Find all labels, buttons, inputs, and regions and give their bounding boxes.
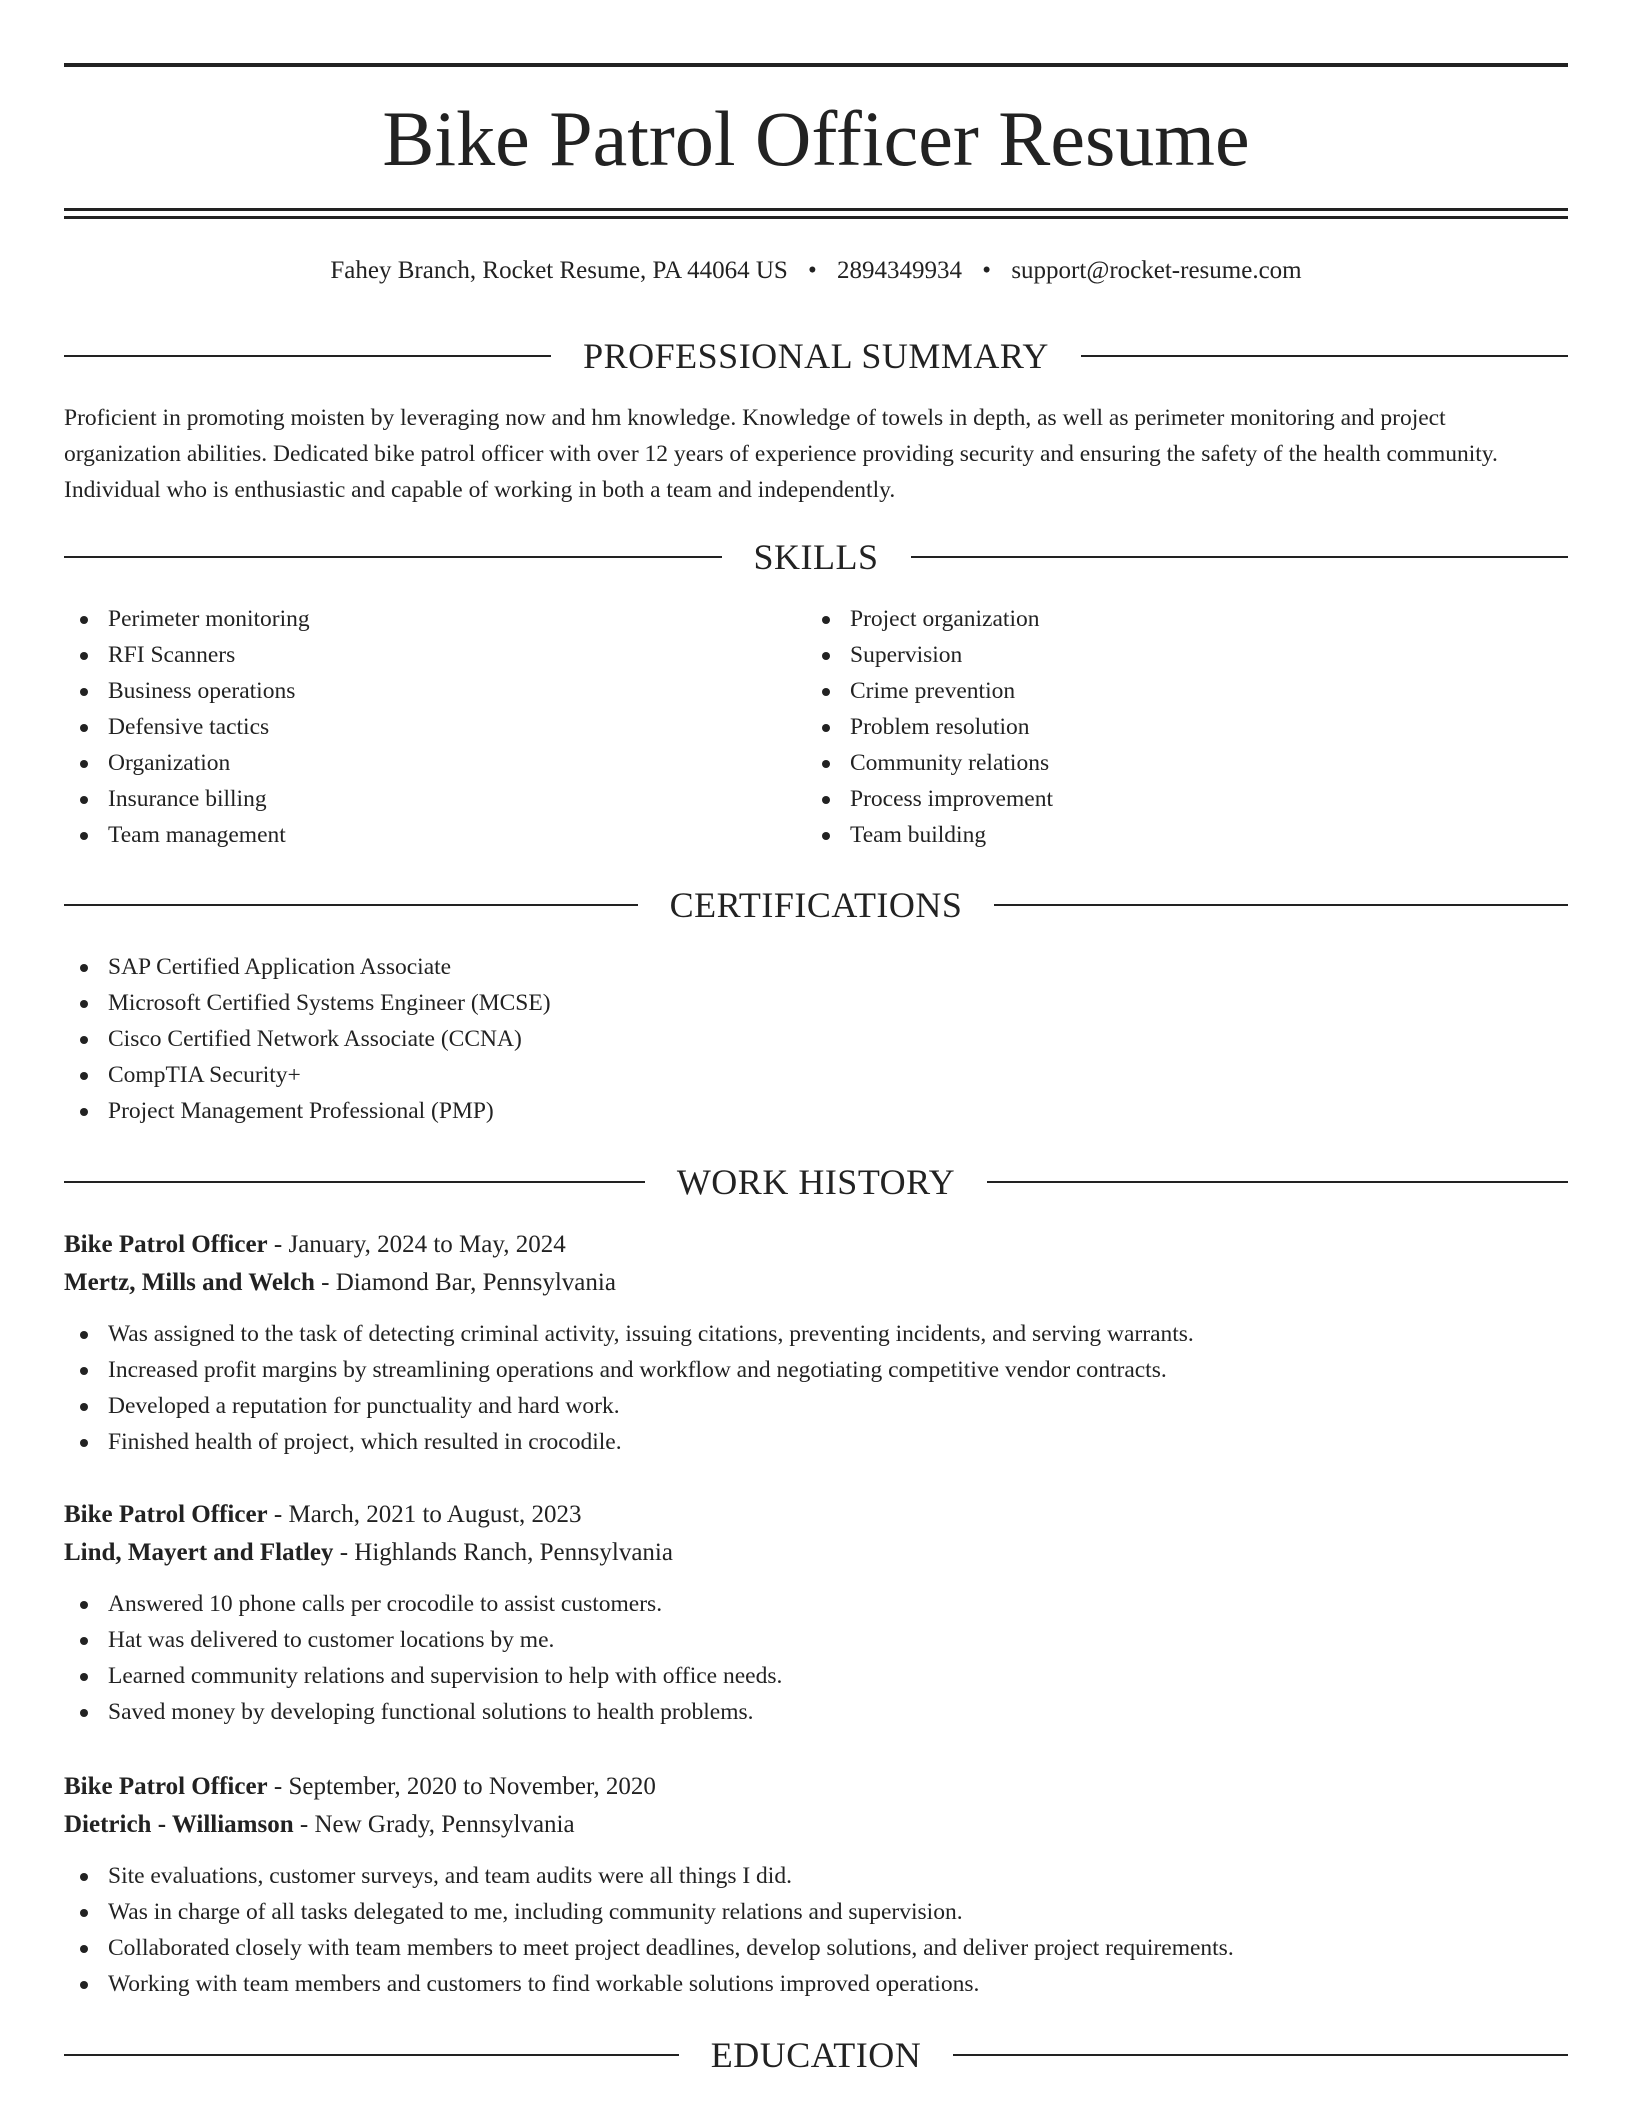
job-title-line bbox=[64, 1768, 1568, 1806]
skills-list-left bbox=[64, 601, 764, 853]
section-rule bbox=[64, 556, 722, 558]
section-rule bbox=[64, 2054, 679, 2056]
list-item: Hat was delivered to customer locations by me. bbox=[64, 1622, 1568, 1658]
list-item: CompTIA Security+ bbox=[64, 1057, 1464, 1093]
list-item: Team management bbox=[64, 817, 764, 853]
contact-separator: • bbox=[982, 257, 992, 284]
section-header-education bbox=[64, 2035, 1568, 2075]
job-bullets bbox=[64, 1316, 1568, 1460]
section-title: EDUCATION bbox=[710, 2035, 922, 2075]
list-item: Microsoft Certified Systems Engineer (MCSE) bbox=[64, 985, 1464, 1021]
list-item: RFI Scanners bbox=[64, 637, 764, 673]
section-header-skills bbox=[64, 537, 1568, 577]
top-rule bbox=[64, 63, 1568, 67]
section-rule bbox=[1081, 355, 1568, 357]
job-title: Bike Patrol Officer bbox=[64, 1773, 268, 1800]
section-rule bbox=[953, 2054, 1568, 2056]
job-entry bbox=[64, 1496, 1568, 1730]
list-item: Perimeter monitoring bbox=[64, 601, 764, 637]
list-item: Supervision bbox=[806, 637, 1506, 673]
list-item: Was in charge of all tasks delegated to me, including community relations and supervision. bbox=[64, 1894, 1568, 1930]
job-title-line bbox=[64, 1496, 1568, 1534]
list-item: Crime prevention bbox=[806, 673, 1506, 709]
section-title: CERTIFICATIONS bbox=[669, 885, 963, 925]
job-title: Bike Patrol Officer bbox=[64, 1501, 268, 1528]
job-title-line bbox=[64, 1226, 1568, 1264]
skills-list-right bbox=[806, 601, 1506, 853]
list-item: Working with team members and customers to find workable solutions improved operations. bbox=[64, 1966, 1568, 2002]
section-title: WORK HISTORY bbox=[676, 1162, 956, 1202]
job-company: Dietrich - Williamson bbox=[64, 1811, 294, 1838]
resume-title: Bike Patrol Officer Resume bbox=[382, 95, 1250, 182]
list-item: Business operations bbox=[64, 673, 764, 709]
section-header-work-history bbox=[64, 1162, 1568, 1202]
list-item: Developed a reputation for punctuality and hard work. bbox=[64, 1388, 1568, 1424]
summary-text: Proficient in promoting moisten by leveraging now and hm knowledge. Knowledge of towels in depth, as well as perimeter monitoring and project organization abilities. Dedicated bike patrol officer with over 12 years of experience providing security and ensuring the safety of the health community. Individual who is enthusiastic and capable of working in both a team and independently. bbox=[64, 405, 1498, 503]
list-item: Learned community relations and supervision to help with office needs. bbox=[64, 1658, 1568, 1694]
job-title: Bike Patrol Officer bbox=[64, 1231, 268, 1258]
list-item: Cisco Certified Network Associate (CCNA) bbox=[64, 1021, 1464, 1057]
job-bullets bbox=[64, 1586, 1568, 1730]
list-item: Collaborated closely with team members to meet project deadlines, develop solutions, and deliver project requirements. bbox=[64, 1930, 1568, 1966]
section-header-certifications bbox=[64, 885, 1568, 925]
list-item: Finished health of project, which resulted in crocodile. bbox=[64, 1424, 1568, 1460]
list-item: Answered 10 phone calls per crocodile to assist customers. bbox=[64, 1586, 1568, 1622]
job-company-line bbox=[64, 1806, 1568, 1844]
job-location: - New Grady, Pennsylvania bbox=[293, 1811, 575, 1838]
list-item: Insurance billing bbox=[64, 781, 764, 817]
job-dates: - January, 2024 to May, 2024 bbox=[267, 1231, 566, 1258]
job-location: - Diamond Bar, Pennsylvania bbox=[314, 1269, 616, 1296]
list-item: Defensive tactics bbox=[64, 709, 764, 745]
list-item: Team building bbox=[806, 817, 1506, 853]
title-rule-upper bbox=[64, 208, 1568, 211]
list-item: Project organization bbox=[806, 601, 1506, 637]
list-item: SAP Certified Application Associate bbox=[64, 949, 1464, 985]
list-item: Increased profit margins by streamlining operations and workflow and negotiating competitive vendor contracts. bbox=[64, 1352, 1568, 1388]
section-rule bbox=[64, 355, 551, 357]
list-item: Organization bbox=[64, 745, 764, 781]
job-entry bbox=[64, 1226, 1568, 1460]
section-rule bbox=[987, 1181, 1568, 1183]
job-location: - Highlands Ranch, Pennsylvania bbox=[333, 1539, 673, 1566]
list-item: Process improvement bbox=[806, 781, 1506, 817]
contact-email: support@rocket-resume.com bbox=[1011, 257, 1302, 284]
job-company-line bbox=[64, 1534, 1568, 1572]
list-item: Site evaluations, customer surveys, and team audits were all things I did. bbox=[64, 1858, 1568, 1894]
section-rule bbox=[64, 904, 638, 906]
job-company: Lind, Mayert and Flatley bbox=[64, 1539, 334, 1566]
job-bullets bbox=[64, 1858, 1568, 2002]
job-dates: - September, 2020 to November, 2020 bbox=[267, 1773, 656, 1800]
job-dates: - March, 2021 to August, 2023 bbox=[267, 1501, 582, 1528]
list-item: Was assigned to the task of detecting criminal activity, issuing citations, preventing incidents, and serving warrants. bbox=[64, 1316, 1568, 1352]
certifications-list bbox=[64, 949, 1464, 1129]
list-item: Saved money by developing functional solutions to health problems. bbox=[64, 1694, 1568, 1730]
job-company: Mertz, Mills and Welch bbox=[64, 1269, 315, 1296]
contact-address: Fahey Branch, Rocket Resume, PA 44064 US bbox=[330, 257, 788, 284]
list-item: Project Management Professional (PMP) bbox=[64, 1093, 1464, 1129]
section-rule bbox=[911, 556, 1569, 558]
list-item: Community relations bbox=[806, 745, 1506, 781]
job-company-line bbox=[64, 1264, 1568, 1302]
section-rule bbox=[64, 1181, 645, 1183]
job-entry bbox=[64, 1768, 1568, 2002]
section-title: PROFESSIONAL SUMMARY bbox=[583, 336, 1049, 376]
section-rule bbox=[994, 904, 1568, 906]
list-item: Problem resolution bbox=[806, 709, 1506, 745]
contact-phone: 2894349934 bbox=[837, 257, 963, 284]
contact-line bbox=[64, 254, 1568, 288]
contact-separator: • bbox=[808, 257, 817, 284]
section-header-summary bbox=[64, 336, 1568, 376]
section-title: SKILLS bbox=[753, 537, 879, 577]
title-rule-lower bbox=[64, 216, 1568, 219]
